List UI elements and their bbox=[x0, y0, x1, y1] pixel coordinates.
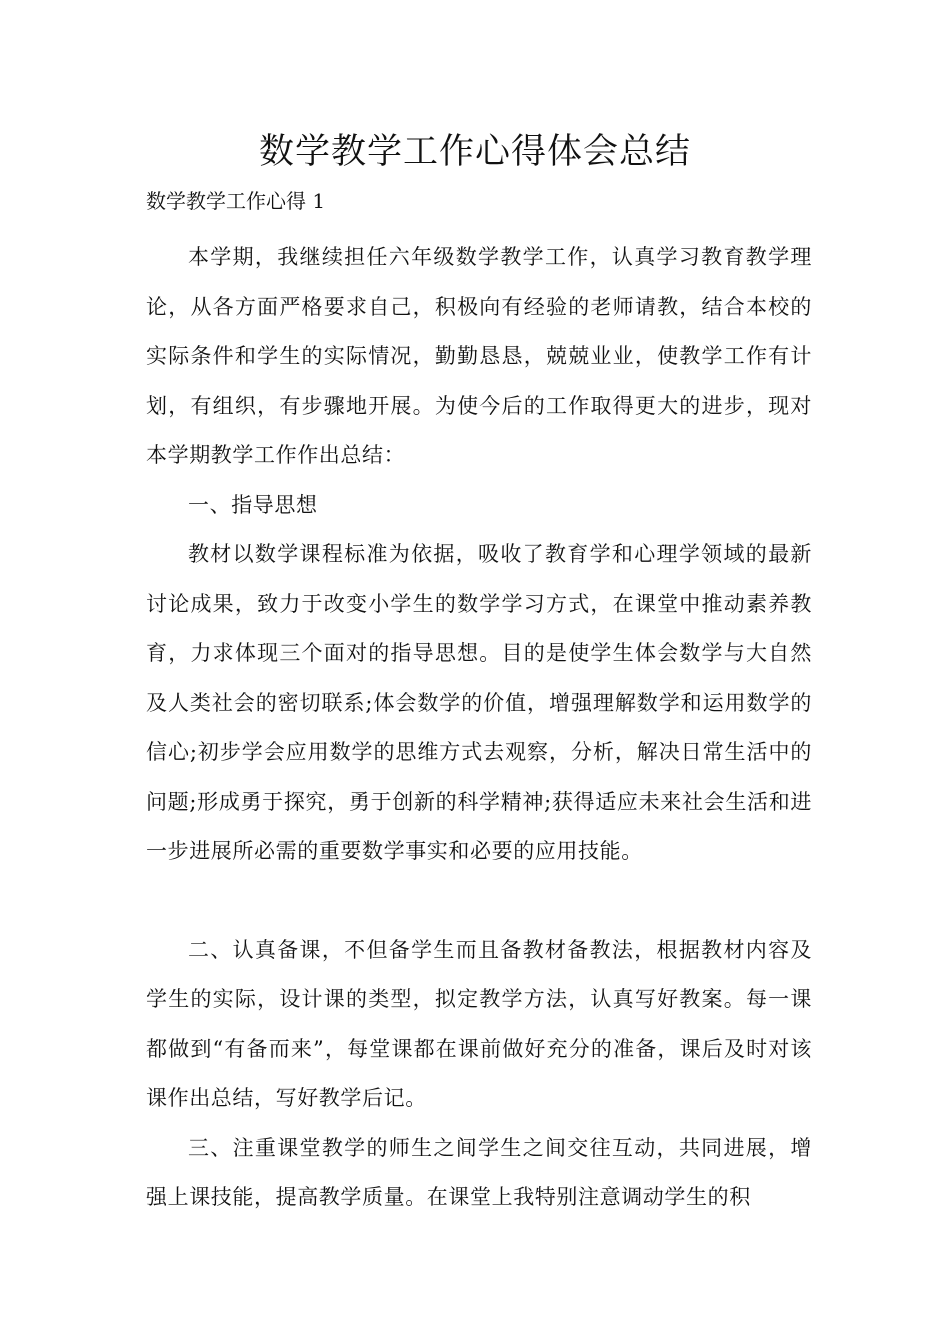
document-subtitle: 数学教学工作心得 1 bbox=[146, 189, 326, 213]
paragraph-intro: 本学期，我继续担任六年级数学教学工作，认真学习教育教学理论，从各方面严格要求自己，积极向有经验的老师请教，结合本校的实际条件和学生的实际情况，勤勤恳恳，兢兢业业，使教学工作有计划，有组织，有步骤地开展。为使今后的工作取得更大的进步，现对本学期教学工作作出总结： bbox=[146, 245, 812, 467]
section-heading-guiding-thought: 一、指导思想 bbox=[188, 492, 318, 517]
document-body bbox=[146, 233, 812, 1223]
paragraph-classroom-teaching: 三、注重课堂教学的师生之间学生之间交往互动，共同进展，增强上课技能，提高教学质量。在课堂上我特别注意调动学生的积 bbox=[146, 1135, 812, 1209]
paragraph-spacer bbox=[146, 877, 812, 926]
document-title: 数学教学工作心得体会总结 bbox=[258, 132, 691, 172]
paragraph-lesson-preparation: 二、认真备课，不但备学生而且备教材备教法，根据教材内容及学生的实际，设计课的类型，拟定教学方法，认真写好教案。每一课都做到“有备而来”，每堂课都在课前做好充分的准备，课后及时对该课作出总结，写好教学后记。 bbox=[146, 937, 812, 1110]
paragraph-guiding-thought: 教材以数学课程标准为依据，吸收了教育学和心理学领域的最新讨论成果，致力于改变小学生的数学学习方式，在课堂中推动素养教育，力求体现三个面对的指导思想。目的是使学生体会数学与大自然及人类社会的密切联系;体会数学的价值，增强理解数学和运用数学的信心;初步学会应用数学的思维方式去观察，分析，解决日常生活中的问题;形成勇于探究，勇于创新的科学精神;获得适应未来社会生活和进一步进展所必需的重要数学事实和必要的应用技能。 bbox=[146, 542, 812, 863]
